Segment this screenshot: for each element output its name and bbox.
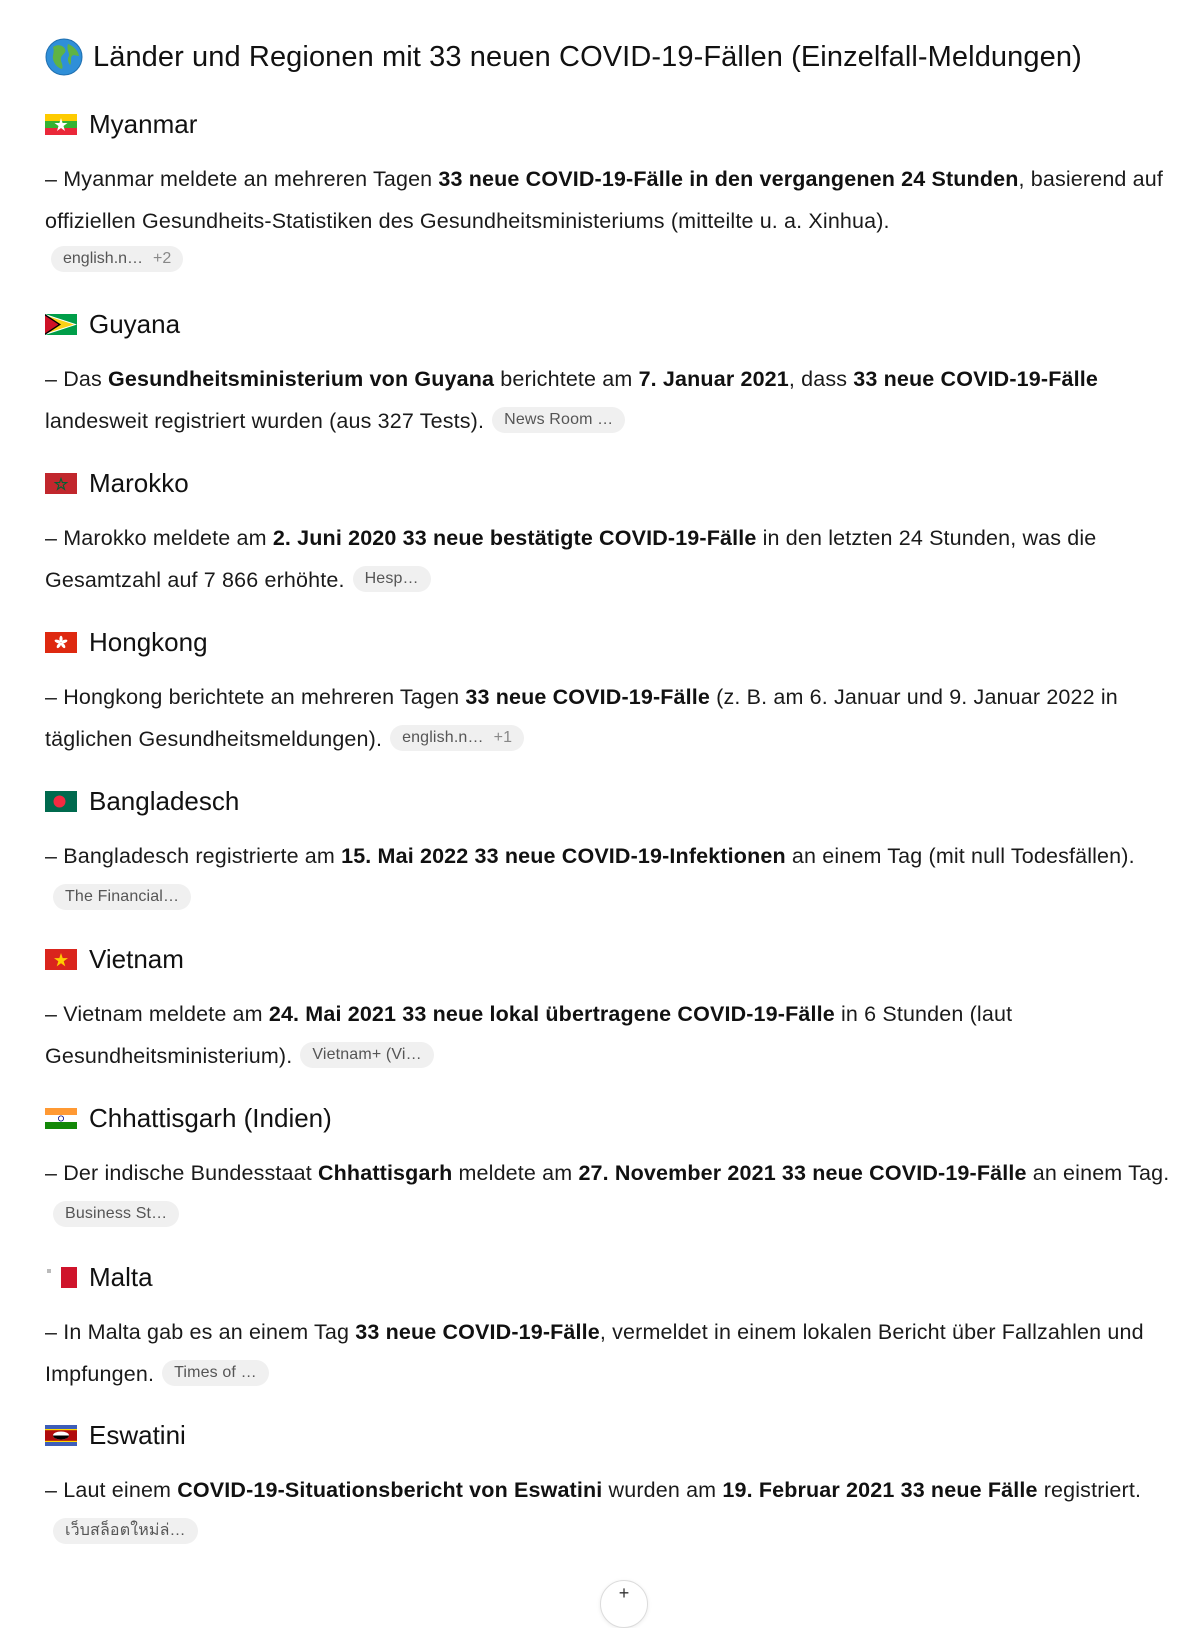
section-hongkong	[45, 624, 1195, 760]
bold-text: Chhattisgarh	[317, 1161, 453, 1185]
section-heading	[45, 1100, 1195, 1136]
text: in den letzten 24 Stunden, was die Gesamtzahl auf 7 866 erhöhte.	[45, 526, 1097, 592]
text: an einem Tag (mit null Todesfällen).	[785, 844, 1135, 868]
guyana-flag-icon	[45, 314, 77, 335]
section-heading	[45, 306, 1195, 342]
text: – Der indische Bundesstaat	[45, 1161, 318, 1185]
eswatini-flag-icon	[45, 1425, 77, 1446]
scroll-down-button[interactable]	[600, 1580, 648, 1628]
myanmar-flag-icon	[45, 114, 77, 135]
bold-text: 7. Januar 2021	[638, 367, 789, 391]
malta-flag-icon	[45, 1267, 77, 1288]
globe-icon	[45, 38, 83, 76]
source-chip-label: english.n…	[402, 729, 484, 747]
section-heading-text: Guyana	[89, 308, 181, 339]
source-chip[interactable]	[51, 246, 183, 272]
source-chip-label: Vietnam+ (Vi…	[312, 1046, 422, 1064]
section-heading-text: Malta	[89, 1261, 153, 1292]
source-chip-label: Times of …	[174, 1364, 257, 1382]
source-chip[interactable]	[162, 1360, 269, 1386]
bold-text: 33 neue COVID-19-Fälle	[355, 1320, 600, 1344]
bold-text: 15. Mai 2022 33 neue COVID-19-Infektionen	[341, 844, 786, 868]
section-malta	[45, 1259, 1195, 1395]
text: (z. B. am 6. Januar und 9. Januar 2022 in täglichen Gesundheitsmeldungen).	[45, 685, 1118, 751]
section-text	[45, 676, 1195, 760]
source-chip-label: Hesp…	[364, 570, 419, 588]
source-chip[interactable]	[353, 566, 431, 592]
source-chip-label: เว็บสล็อตใหม่ล่…	[65, 1522, 186, 1540]
source-chip-label: english.n…	[63, 250, 144, 267]
source-chip-label: Business St…	[65, 1205, 168, 1223]
text: berichtete am	[494, 367, 639, 391]
section-heading-text: Myanmar	[89, 108, 198, 139]
text: , vermeldet in einem lokalen Bericht über Fallzahlen und Impfungen.	[45, 1320, 1144, 1386]
bold-text: 33 neue COVID-19-Fälle in den vergangenen 24 Stunden	[438, 167, 1019, 191]
text: – Das	[45, 367, 109, 391]
bold-text: 27. November 2021 33 neue COVID-19-Fälle	[578, 1161, 1027, 1185]
section-heading	[45, 941, 1195, 977]
india-flag-icon	[45, 1108, 77, 1129]
page-title	[45, 38, 1082, 76]
bold-text: 24. Mai 2021 33 neue lokal übertragene COVID-19-Fälle	[268, 1002, 835, 1026]
section-text	[45, 517, 1195, 601]
section-heading-text: Marokko	[89, 467, 189, 498]
bold-text: 2. Juni 2020 33 neue bestätigte COVID-19-Fälle	[272, 526, 757, 550]
section-eswatini	[45, 1417, 1195, 1553]
bold-text: COVID-19-Situationsbericht von Eswatini	[177, 1478, 603, 1502]
section-guyana	[45, 306, 1195, 442]
section-heading	[45, 1417, 1195, 1453]
section-heading-text: Hongkong	[89, 626, 208, 657]
section-heading	[45, 106, 1195, 142]
text: – In Malta gab es an einem Tag	[45, 1320, 356, 1344]
bold-text: Gesundheitsministerium von Guyana	[108, 367, 495, 391]
section-morocco	[45, 465, 1195, 601]
source-chip[interactable]	[53, 884, 191, 910]
source-chip-label: The Financial…	[65, 888, 180, 906]
section-heading	[45, 1259, 1195, 1295]
section-text	[45, 358, 1195, 442]
bold-text: 33 neue COVID-19-Fälle	[465, 685, 711, 709]
text: landesweit registriert wurden (aus 327 Tests).	[45, 409, 485, 433]
page-title-text: Länder und Regionen mit 33 neuen COVID-19-Fällen (Einzelfall-Meldungen)	[93, 40, 1082, 73]
section-heading	[45, 624, 1195, 660]
section-vietnam	[45, 941, 1195, 1077]
plus-icon: +	[618, 1583, 630, 1603]
source-chip-label: News Room …	[504, 411, 614, 429]
source-chip-count: +1	[493, 729, 513, 747]
section-bangladesh	[45, 783, 1195, 919]
section-text	[45, 993, 1195, 1077]
vietnam-flag-icon	[45, 949, 77, 970]
bold-text: 19. Februar 2021 33 neue Fälle	[722, 1478, 1038, 1502]
section-heading-text: Bangladesch	[89, 785, 240, 816]
source-chip[interactable]	[300, 1042, 433, 1068]
text: – Bangladesch registrierte am	[45, 844, 342, 868]
text: , dass	[788, 367, 854, 391]
source-chip[interactable]	[492, 407, 625, 433]
section-text	[45, 1469, 1195, 1553]
text: an einem Tag.	[1026, 1161, 1170, 1185]
text: – Marokko meldete am	[45, 526, 273, 550]
section-myanmar	[45, 106, 1195, 272]
section-text	[45, 1311, 1195, 1395]
section-india	[45, 1100, 1195, 1236]
bold-text: 33 neue COVID-19-Fälle	[853, 367, 1098, 391]
morocco-flag-icon	[45, 473, 77, 494]
text: meldete am	[452, 1161, 579, 1185]
source-chip[interactable]	[53, 1201, 179, 1227]
section-heading-text: Chhattisgarh (Indien)	[89, 1102, 332, 1133]
section-heading-text: Eswatini	[89, 1419, 186, 1450]
text: registriert.	[1037, 1478, 1142, 1502]
text: wurden am	[602, 1478, 723, 1502]
text: in 6 Stunden (laut Gesundheitsministerium).	[45, 1002, 1013, 1068]
text: – Myanmar meldete an mehreren Tagen	[45, 167, 439, 191]
section-text	[45, 835, 1195, 919]
section-heading	[45, 783, 1195, 819]
text: – Laut einem	[45, 1478, 178, 1502]
section-heading	[45, 465, 1195, 501]
section-heading-text: Vietnam	[89, 943, 184, 974]
text: , basierend auf offiziellen Gesundheits-Statistiken des Gesundheitsministeriums (mitteilte u. a. Xinhua).	[45, 167, 1164, 233]
text: – Vietnam meldete am	[45, 1002, 269, 1026]
source-chip[interactable]	[390, 725, 524, 751]
source-chip-count: +2	[153, 250, 172, 267]
section-text	[45, 1152, 1195, 1236]
text: – Hongkong berichtete an mehreren Tagen	[45, 685, 466, 709]
section-text	[45, 158, 1195, 242]
source-chip[interactable]	[53, 1518, 198, 1544]
hongkong-flag-icon	[45, 632, 77, 653]
bangladesh-flag-icon	[45, 791, 77, 812]
